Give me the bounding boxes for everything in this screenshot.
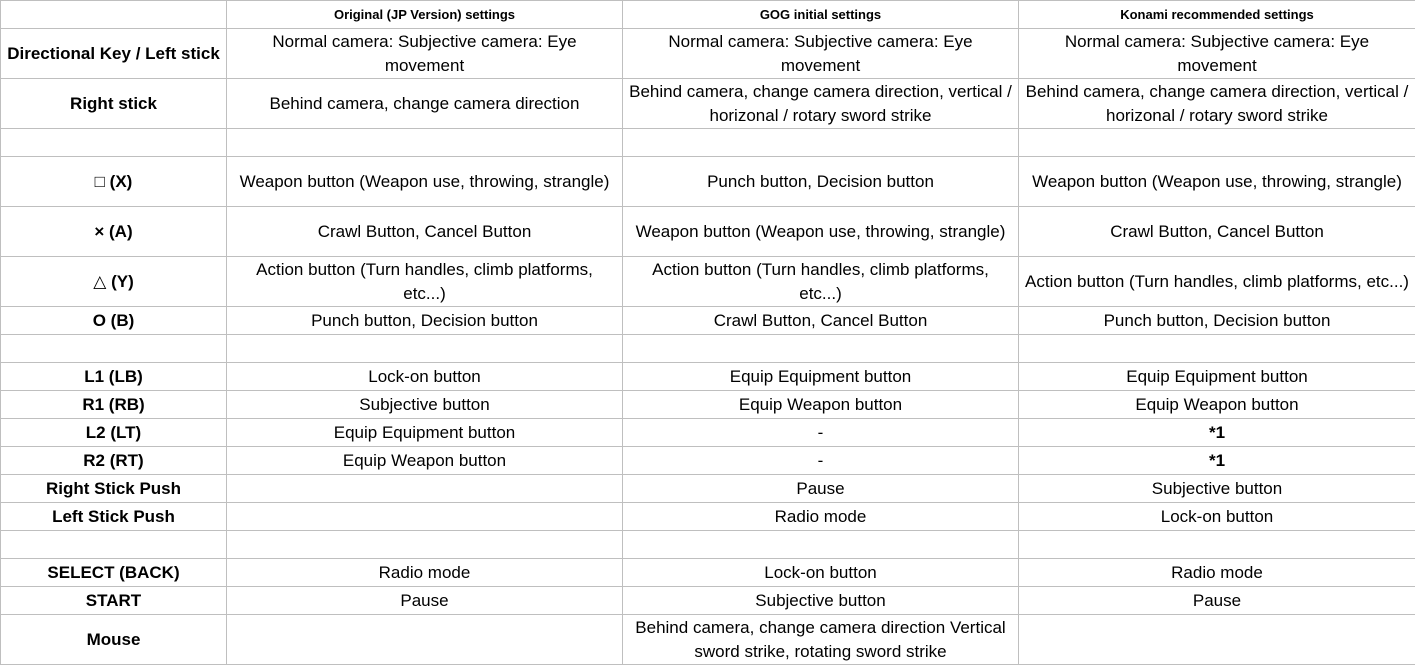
table-row xyxy=(1,207,1415,257)
cell-original: Lock-on button xyxy=(227,363,623,391)
cell-konami-footnote: *1 xyxy=(1019,447,1415,475)
cell-original: Weapon button (Weapon use, throwing, strangle) xyxy=(227,157,623,207)
cell-konami: Weapon button (Weapon use, throwing, strangle) xyxy=(1019,157,1415,207)
cell-gog: Behind camera, change camera direction, vertical / horizonal / rotary sword strike xyxy=(623,79,1019,129)
cell-gog xyxy=(623,335,1019,363)
cell-original xyxy=(227,615,623,665)
table-row xyxy=(1,503,1415,531)
table-row xyxy=(1,615,1415,665)
cell-original: Subjective button xyxy=(227,391,623,419)
row-label-l1: L1 (LB) xyxy=(1,363,227,391)
cell-original: Normal camera: Subjective camera: Eye movement xyxy=(227,29,623,79)
cell-konami xyxy=(1019,615,1415,665)
cell-gog: Equip Weapon button xyxy=(623,391,1019,419)
cell-gog: - xyxy=(623,447,1019,475)
table-row xyxy=(1,257,1415,307)
cell-original: Behind camera, change camera direction xyxy=(227,79,623,129)
row-label-start: START xyxy=(1,587,227,615)
row-label-circle-b: O (B) xyxy=(1,307,227,335)
cell-original xyxy=(227,475,623,503)
spacer-row xyxy=(1,335,1415,363)
cell-original: Pause xyxy=(227,587,623,615)
cell-original xyxy=(227,531,623,559)
cell-konami xyxy=(1019,531,1415,559)
cell-gog: Radio mode xyxy=(623,503,1019,531)
spacer-row xyxy=(1,129,1415,157)
cell-original: Radio mode xyxy=(227,559,623,587)
cell-konami: Punch button, Decision button xyxy=(1019,307,1415,335)
cell-gog: - xyxy=(623,419,1019,447)
cell-original: Equip Weapon button xyxy=(227,447,623,475)
table-row xyxy=(1,419,1415,447)
table-row xyxy=(1,29,1415,79)
cell-gog: Weapon button (Weapon use, throwing, strangle) xyxy=(623,207,1019,257)
row-label-r1: R1 (RB) xyxy=(1,391,227,419)
row-label-select: SELECT (BACK) xyxy=(1,559,227,587)
cell-gog: Normal camera: Subjective camera: Eye movement xyxy=(623,29,1019,79)
table-row xyxy=(1,391,1415,419)
header-row xyxy=(1,1,1415,29)
cell-gog xyxy=(623,129,1019,157)
spacer-row xyxy=(1,531,1415,559)
table-row xyxy=(1,79,1415,129)
table-row xyxy=(1,559,1415,587)
cell-original: Equip Equipment button xyxy=(227,419,623,447)
cell-gog: Punch button, Decision button xyxy=(623,157,1019,207)
cell-original xyxy=(227,129,623,157)
table-row xyxy=(1,307,1415,335)
cell-konami: Equip Weapon button xyxy=(1019,391,1415,419)
cell-original: Crawl Button, Cancel Button xyxy=(227,207,623,257)
table-row xyxy=(1,475,1415,503)
cell-konami: Action button (Turn handles, climb platforms, etc...) xyxy=(1019,257,1415,307)
cell-gog: Lock-on button xyxy=(623,559,1019,587)
header-gog: GOG initial settings xyxy=(623,1,1019,29)
cell-original: Punch button, Decision button xyxy=(227,307,623,335)
cell-gog: Behind camera, change camera direction Vertical sword strike, rotating sword strike xyxy=(623,615,1019,665)
cell-konami: Subjective button xyxy=(1019,475,1415,503)
cell-konami: Behind camera, change camera direction, vertical / horizonal / rotary sword strike xyxy=(1019,79,1415,129)
row-label-l2: L2 (LT) xyxy=(1,419,227,447)
cell-original: Action button (Turn handles, climb platforms, etc...) xyxy=(227,257,623,307)
cell-konami: Crawl Button, Cancel Button xyxy=(1019,207,1415,257)
row-label-triangle-y: △ (Y) xyxy=(1,257,227,307)
row-label: Directional Key / Left stick xyxy=(1,29,227,79)
cell-gog: Action button (Turn handles, climb platforms, etc...) xyxy=(623,257,1019,307)
row-label-cross-a: × (A) xyxy=(1,207,227,257)
cell-gog: Subjective button xyxy=(623,587,1019,615)
cell-gog xyxy=(623,531,1019,559)
header-original: Original (JP Version) settings xyxy=(227,1,623,29)
row-label-r2: R2 (RT) xyxy=(1,447,227,475)
row-label xyxy=(1,129,227,157)
table-row xyxy=(1,587,1415,615)
cell-original xyxy=(227,503,623,531)
table-row xyxy=(1,157,1415,207)
row-label xyxy=(1,335,227,363)
cell-original xyxy=(227,335,623,363)
header-cell-empty xyxy=(1,1,227,29)
cell-konami: Pause xyxy=(1019,587,1415,615)
cell-konami: Radio mode xyxy=(1019,559,1415,587)
header-konami: Konami recommended settings xyxy=(1019,1,1415,29)
cell-konami xyxy=(1019,335,1415,363)
row-label-square-x: □ (X) xyxy=(1,157,227,207)
cell-gog: Equip Equipment button xyxy=(623,363,1019,391)
table-row xyxy=(1,363,1415,391)
table-row xyxy=(1,447,1415,475)
cell-gog: Pause xyxy=(623,475,1019,503)
cell-gog: Crawl Button, Cancel Button xyxy=(623,307,1019,335)
cell-konami-footnote: *1 xyxy=(1019,419,1415,447)
cell-konami xyxy=(1019,129,1415,157)
row-label-right-stick-push: Right Stick Push xyxy=(1,475,227,503)
row-label: Right stick xyxy=(1,79,227,129)
row-label-left-stick-push: Left Stick Push xyxy=(1,503,227,531)
row-label xyxy=(1,531,227,559)
cell-konami: Normal camera: Subjective camera: Eye movement xyxy=(1019,29,1415,79)
row-label-mouse: Mouse xyxy=(1,615,227,665)
cell-konami: Equip Equipment button xyxy=(1019,363,1415,391)
cell-konami: Lock-on button xyxy=(1019,503,1415,531)
